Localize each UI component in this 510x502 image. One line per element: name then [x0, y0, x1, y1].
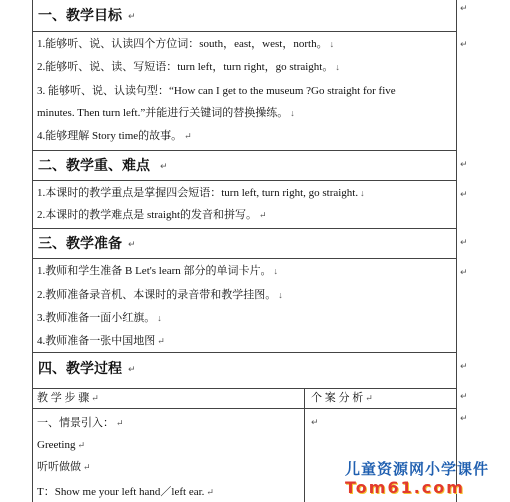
row-rule [32, 408, 457, 409]
watermark-site-name: 儿童资源网小学课件 [345, 460, 490, 478]
row-rule [32, 31, 457, 32]
margin-mark: ↵ [460, 160, 468, 170]
prep-item-2: 2.教师准备录音机、本课时的录音带和教学挂图。 ↓ [37, 289, 283, 301]
margin-mark: ↵ [460, 362, 468, 372]
paragraph-mark: ↵ [160, 162, 168, 172]
goal-item-4: 4.能够理解 Story time的故事。 ↵ [37, 130, 192, 142]
paragraph-mark: ↵ [128, 365, 136, 375]
margin-mark: ↵ [460, 268, 468, 278]
row-rule [32, 150, 457, 151]
cell-mark: ↵ [311, 418, 319, 428]
process-column-header-steps: 教 学 步 骤 ↵ [37, 392, 99, 404]
margin-mark: ↵ [460, 414, 468, 424]
row-rule [32, 352, 457, 353]
paragraph-mark: ↵ [128, 12, 136, 22]
prep-item-3: 3.教师准备一面小红旗。 ↓ [37, 312, 162, 324]
table-left-border [32, 0, 33, 502]
margin-mark: ↵ [460, 190, 468, 200]
goal-item-3b: minutes. Then turn left.”并能进行关键词的替换操练。 ↓ [37, 107, 295, 119]
row-rule [32, 228, 457, 229]
prep-item-4: 4.教师准备一张中国地图 ↵ [37, 335, 165, 347]
goal-item-2: 2.能够听、说、读、写短语：turn left，turn right，go straight。 ↓ [37, 61, 340, 73]
section-heading-process: 四、教学过程 [38, 361, 122, 377]
process-column-header-analysis: 个 案 分 析 ↵ [311, 392, 373, 404]
process-column-divider [304, 388, 305, 502]
row-rule [32, 258, 457, 259]
section-heading-goals: 一、教学目标 [38, 8, 122, 24]
margin-mark: ↵ [460, 392, 468, 402]
prep-item-1: 1.教师和学生准备 B Let's learn 部分的单词卡片。 ↓ [37, 265, 278, 277]
process-line-3: 听听做做 ↵ [37, 461, 91, 473]
goal-item-3a: 3. 能够听、说、认读句型：“How can I get to the museum ?Go straight for five [37, 85, 396, 97]
key-point-item-2: 2.本课时的教学难点是 straight的发音和拼写。 ↵ [37, 209, 267, 221]
row-rule [32, 388, 457, 389]
section-heading-preparation: 三、教学准备 [38, 236, 122, 252]
goal-item-1: 1.能够听、说、认读四个方位词：south，east，west，north。 ↓ [37, 38, 335, 50]
paragraph-mark: ↵ [128, 240, 136, 250]
section-heading-key-points: 二、教学重、难点 [38, 158, 150, 174]
watermark-logo: Tom61.com [345, 478, 465, 497]
process-line-1: 一、情景引入： ↵ [37, 417, 124, 429]
process-line-4: T：Show me your left hand／left ear. ↵ [37, 486, 214, 498]
process-line-2: Greeting ↵ [37, 439, 86, 451]
row-rule [32, 180, 457, 181]
table-right-border [456, 0, 457, 502]
margin-mark: ↵ [460, 238, 468, 248]
margin-mark: ↵ [460, 40, 468, 50]
margin-mark: ↵ [460, 4, 468, 14]
key-point-item-1: 1.本课时的教学重点是掌握四会短语：turn left, turn right, go straight. ↓ [37, 187, 365, 199]
